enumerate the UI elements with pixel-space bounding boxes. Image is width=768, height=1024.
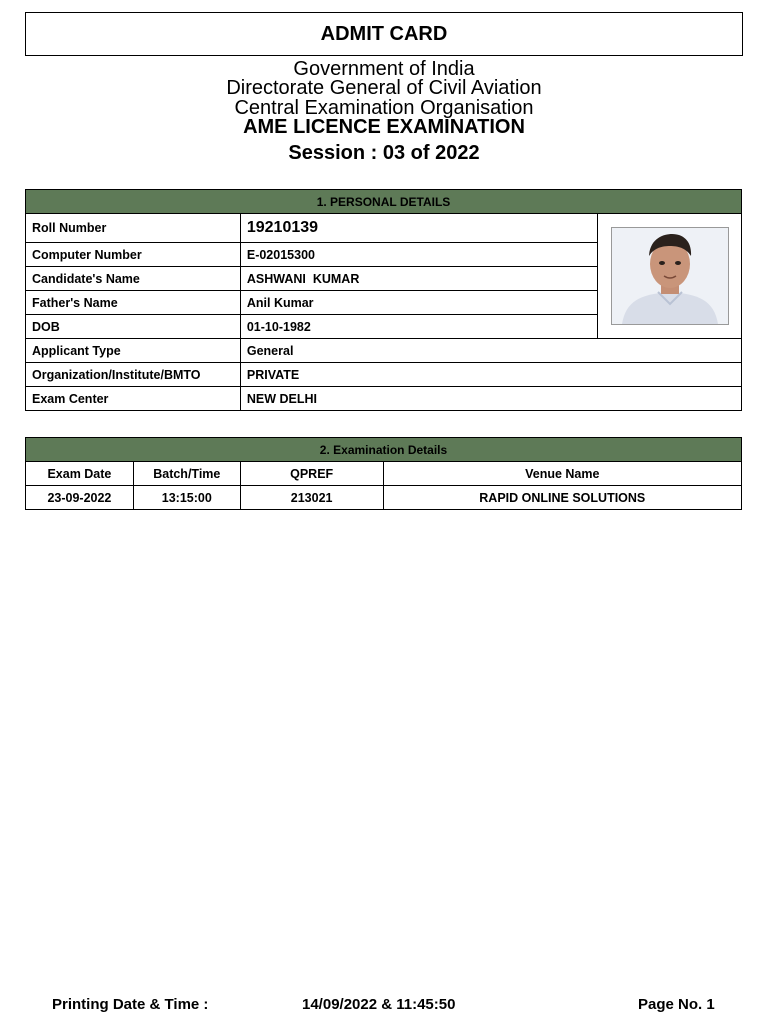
personal-details-table — [25, 189, 742, 411]
admit-card-title: ADMIT CARD — [25, 12, 743, 56]
computer-number-label: Computer Number — [26, 243, 241, 267]
examination-details-header: 2. Examination Details — [26, 438, 742, 462]
qpref-value: 213021 — [240, 486, 383, 510]
session-line: Session : 03 of 2022 — [288, 142, 480, 164]
candidate-name-value: ASHWANI KUMAR — [240, 267, 597, 291]
exam-date-value: 23-09-2022 — [26, 486, 134, 510]
exam-date-header: Exam Date — [26, 462, 134, 486]
roll-number-value: 19210139 — [240, 214, 597, 243]
printing-date-value: 14/09/2022 & 11:45:50 — [302, 996, 456, 1013]
father-name-value: Anil Kumar — [240, 291, 597, 315]
page-number: Page No. 1 — [638, 996, 715, 1013]
directorate-line: Directorate General of Civil Aviation — [226, 77, 542, 99]
roll-number-label: Roll Number — [26, 214, 241, 243]
candidate-name-label: Candidate's Name — [26, 267, 241, 291]
exam-name: AME LICENCE EXAMINATION — [243, 116, 525, 138]
venue-name-header: Venue Name — [383, 462, 741, 486]
venue-name-value: RAPID ONLINE SOLUTIONS — [383, 486, 741, 510]
government-line: Government of India — [293, 58, 475, 80]
photo-cell — [598, 214, 742, 339]
applicant-type-value: General — [240, 339, 741, 363]
batch-time-value: 13:15:00 — [133, 486, 240, 510]
dob-label: DOB — [26, 315, 241, 339]
printing-date-label: Printing Date & Time : — [52, 996, 209, 1013]
candidate-photo — [611, 227, 729, 325]
exam-center-value: NEW DELHI — [240, 387, 741, 411]
batch-time-header: Batch/Time — [133, 462, 240, 486]
organization-value: PRIVATE — [240, 363, 741, 387]
computer-number-value: E-02015300 — [240, 243, 597, 267]
personal-details-header: 1. PERSONAL DETAILS — [26, 190, 742, 214]
father-name-label: Father's Name — [26, 291, 241, 315]
dob-value: 01-10-1982 — [240, 315, 597, 339]
organization-label: Organization/Institute/BMTO — [26, 363, 241, 387]
organisation-line: Central Examination Organisation — [234, 97, 534, 119]
exam-center-label: Exam Center — [26, 387, 241, 411]
examination-details-table — [25, 437, 742, 510]
applicant-type-label: Applicant Type — [26, 339, 241, 363]
qpref-header: QPREF — [240, 462, 383, 486]
